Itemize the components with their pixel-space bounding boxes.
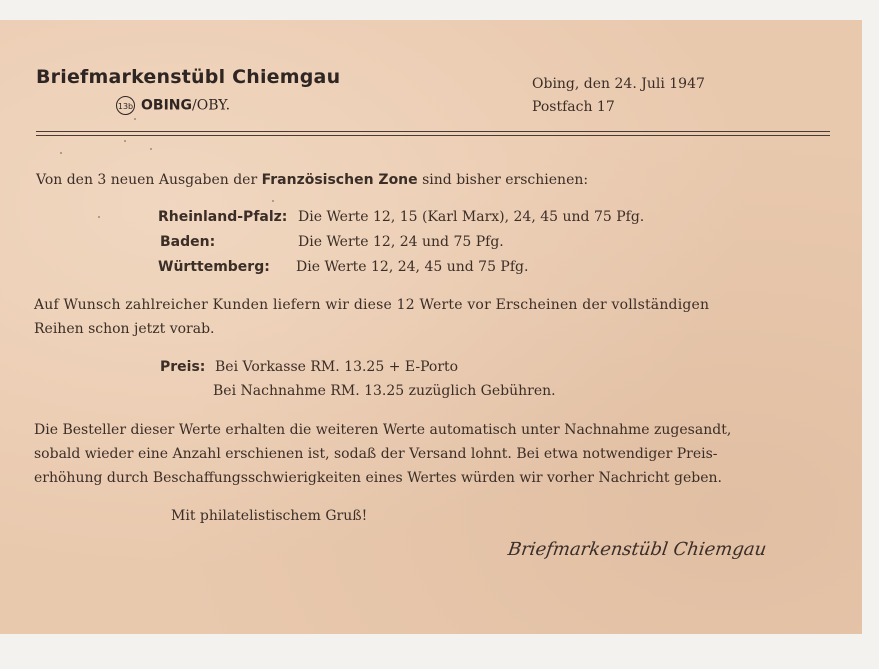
paper-speck [272, 200, 274, 202]
price-cod: Bei Nachnahme RM. 13.25 zuzüglich Gebühren. [213, 383, 556, 399]
company-name: Briefmarkenstübl Chiemgau [36, 66, 341, 88]
issue-values: Die Werte 12, 24 und 75 Pfg. [298, 234, 504, 250]
intro-before: Von den 3 neuen Ausgaben der [36, 172, 262, 188]
paper-speck [134, 118, 136, 120]
price-label: Preis: [160, 359, 206, 375]
offer-line-2: Reihen schon jetzt vorab. [34, 321, 215, 337]
paper-speck [124, 140, 126, 142]
issue-region: Württemberg: [158, 259, 270, 275]
issue-values: Die Werte 12, 24, 45 und 75 Pfg. [296, 259, 529, 275]
issue-region: Baden: [160, 234, 216, 250]
paper-speck [150, 148, 152, 150]
paper-speck [98, 216, 100, 218]
postbox: Postfach 17 [532, 99, 615, 115]
issue-values: Die Werte 12, 15 (Karl Marx), 24, 45 und 75 Pfg. [298, 209, 645, 225]
offer-line-1: Auf Wunsch zahlreicher Kunden liefern wir diese 12 Werte vor Erscheinen der vollständigen [34, 297, 710, 313]
header-rule-bottom [36, 135, 830, 136]
address-line [116, 96, 230, 115]
dateline: Obing, den 24. Juli 1947 [532, 76, 705, 92]
closing-greeting: Mit philatelistischem Gruß! [171, 508, 368, 524]
conditions-line-1: Die Besteller dieser Werte erhalten die weiteren Werte automatisch unter Nachnahme zugesandt, [34, 422, 732, 438]
intro-after: sind bisher erschienen: [417, 172, 589, 188]
paper-speck [60, 152, 62, 154]
region-abbrev: /OBY. [192, 97, 231, 114]
signature: Briefmarkenstübl Chiemgau [506, 539, 768, 560]
conditions-line-2: sobald wieder eine Anzahl erschienen ist, sodaß der Versand lohnt. Bei etwa notwendiger Preis- [34, 446, 718, 462]
issue-region: Rheinland-Pfalz: [158, 209, 288, 225]
conditions-line-3: erhöhung durch Beschaffungsschwierigkeiten eines Wertes würden wir vorher Nachricht geben. [34, 470, 722, 486]
intro-sentence [36, 172, 588, 188]
city-name: OBING [141, 97, 192, 114]
price-prepayment: Bei Vorkasse RM. 13.25 + E-Porto [215, 359, 459, 375]
postal-code-badge: 13b [116, 96, 135, 115]
header-rule-top [36, 131, 830, 132]
zone-name: Französischen Zone [261, 172, 418, 188]
postcard [0, 20, 862, 634]
